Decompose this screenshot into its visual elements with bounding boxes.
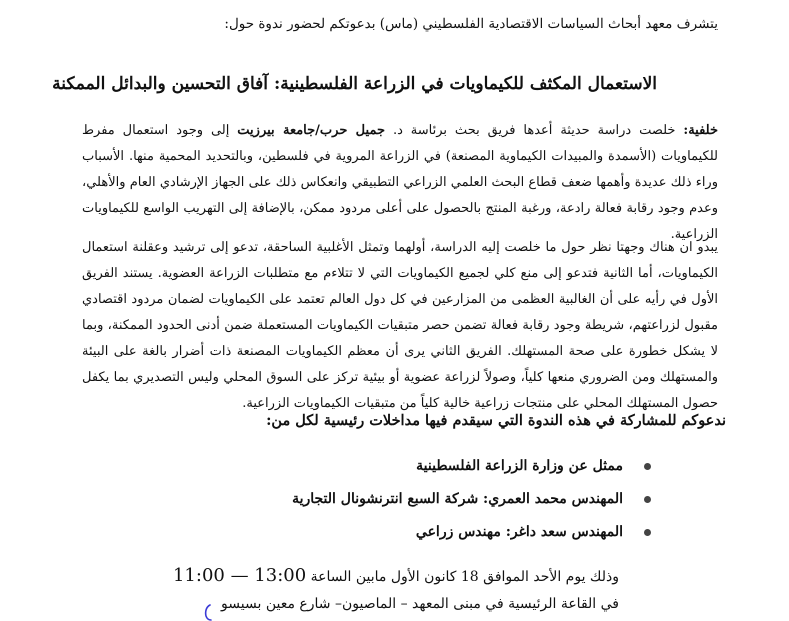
viewpoints-paragraph: يبدو ان هناك وجهتا نظر حول ما خلصت إليه الدراسة، أولهما وتمثل الأغلبية الساحقة، تدعو إلى ترشيد وعقلنة استعمال الكيماويات، أما الثانية فتدعو إلى منع كلي لجميع الكيماويات التي لا تتلاءم مع متطلبات الزراعة العضوية. يستند الفريق الأول في رأيه على أن الغالبية العظمى من المزارعين في كل دول العالم تعتمد على الكيماويات لضمان مردود اقتصادي مقبول لزراعتهم، شريطة وجود رقابة فعالة تضمن حصر متبقيات الكيماويات المستعملة ضمن أدنى الحدود الممكنة، وبما لا يشكل خطورة على صحة المستهلك. الفريق الثاني يرى أن معظم الكيماويات المصنعة ذات أضرار بالغة على البيئة والمستهلك ومن الضروري منعها كلياً، وصولاً لزراعة عضوية أو بيئية تركز على السوق المحلي وليس التصديري بما يكفل حصول المستهلك المحلي على منتجات زراعية خالية كلياً من متبقيات الكيماويات الزراعية. xyxy=(82,240,718,411)
invitation-heading: ندعوكم للمشاركة في هذه الندوة التي سيقدم فيها مداخلات رئيسية لكل من: xyxy=(266,412,726,429)
background-text-start: خلصت دراسة حديثة أعدها فريق بحث برئاسة د. xyxy=(385,123,684,138)
speaker-name: ممثل عن وزارة الزراعة الفلسطينية xyxy=(416,458,623,474)
list-item xyxy=(292,516,651,549)
background-label: خلفية: xyxy=(683,123,718,138)
bullet-icon xyxy=(644,529,651,536)
intro-line: يتشرف معهد أبحاث السياسات الاقتصادية الفلسطيني (ماس) بدعوتكم لحضور ندوة حول: xyxy=(224,16,718,32)
background-text-end: إلى وجود استعمال مفرط للكيماويات (الأسمدة والمبيدات الكيماوية المصنعة) في الزراعة المروية في فلسطين، وبالتحديد المحمية منها. الأسباب وراء ذلك عديدة وأهمها ضعف قطاع البحث العلمي الزراعي التطبيقي وانعكاس ذلك على الجهاز الإرشادي العام والأهلي، وعدم وجود رقابة فعالة رادعة، ورغبة المنتج بالحصول على أعلى مردود ممكن، بالإضافة إلى التهريب الواسع للكيماويات الزراعية. xyxy=(82,123,718,242)
bullet-icon xyxy=(644,496,651,503)
list-item xyxy=(292,483,651,516)
bullet-icon xyxy=(644,463,651,470)
pen-mark-icon xyxy=(203,604,213,621)
background-paragraph xyxy=(82,118,718,248)
date-text: وذلك يوم الأحد الموافق 18 كانون الأول مابين الساعة xyxy=(306,569,619,585)
speaker-name: المهندس محمد العمري: شركة السبع انترنشونال التجارية xyxy=(292,491,623,507)
seminar-title: الاستعمال المكثف للكيماويات في الزراعة الفلسطينية: آفاق التحسين والبدائل الممكنة xyxy=(52,74,657,94)
time-range: 11:00 — 13:00 xyxy=(172,565,307,586)
speaker-name: المهندس سعد داغر: مهندس زراعي xyxy=(415,524,623,540)
venue-line: في القاعة الرئيسية في مبنى المعهد – الماصيون– شارع معين بسيسو xyxy=(221,596,619,612)
list-item xyxy=(292,450,651,483)
date-time-line xyxy=(173,565,619,586)
researcher-name: جميل حرب/جامعة بيرزيت xyxy=(237,123,386,138)
speakers-list xyxy=(292,450,651,549)
